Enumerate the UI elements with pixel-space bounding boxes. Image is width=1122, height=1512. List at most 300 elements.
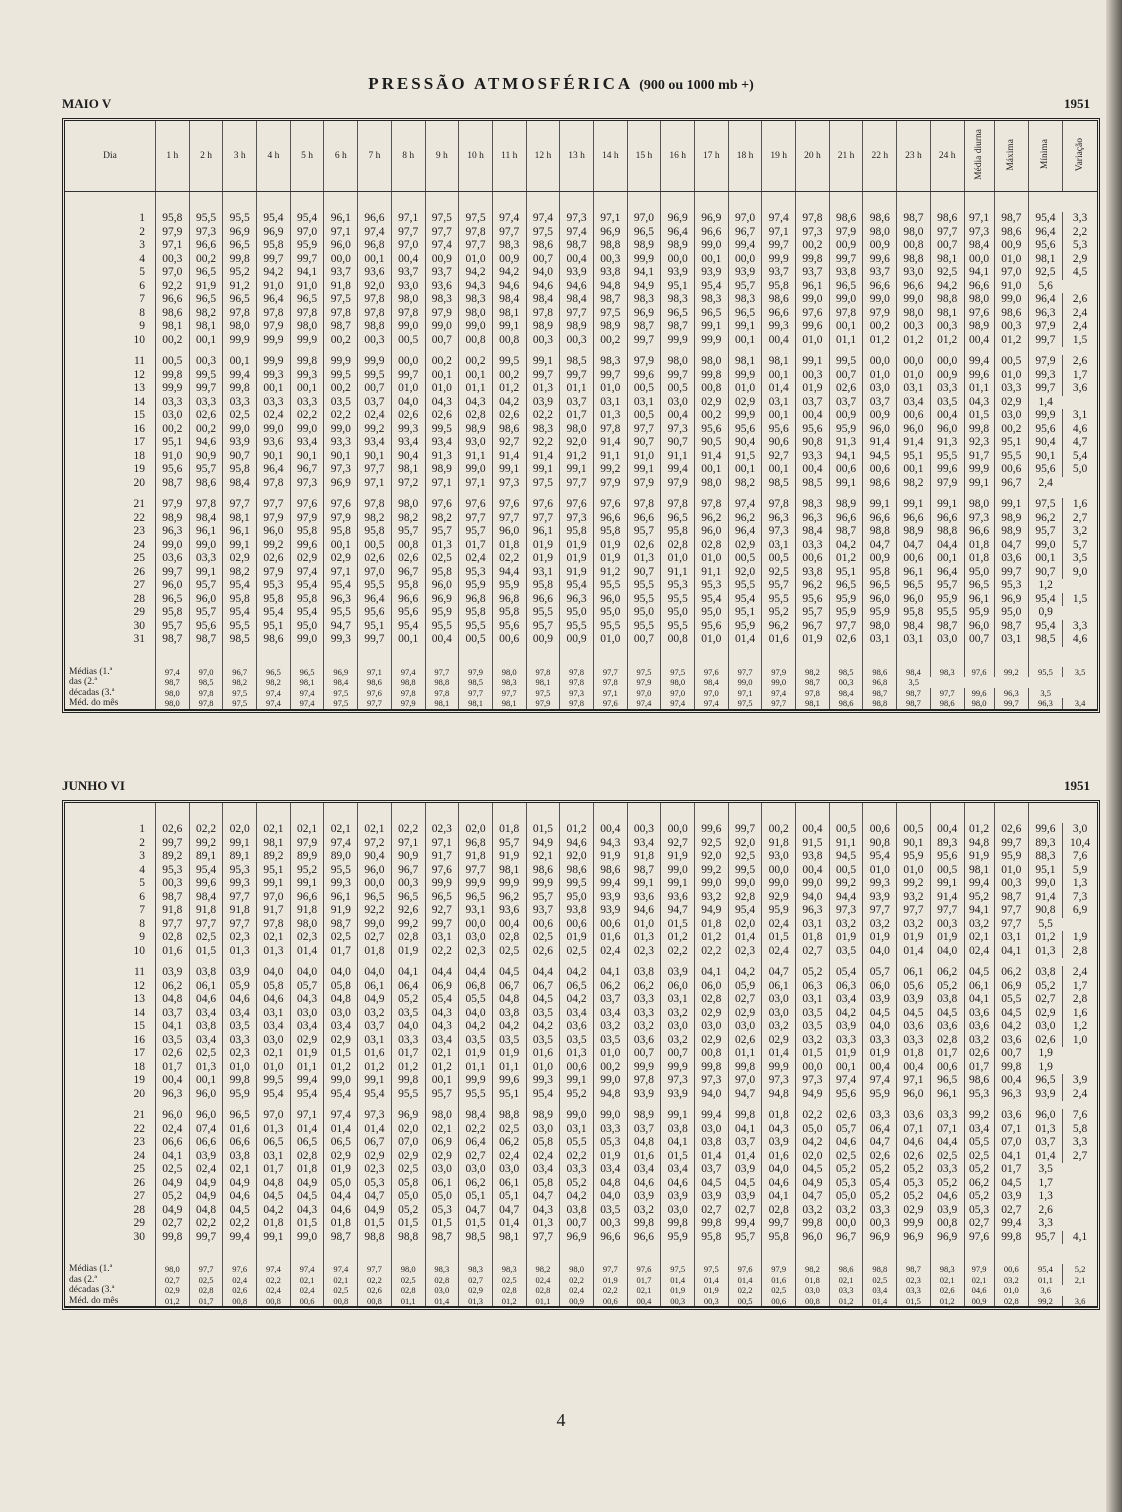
day-number: 10 [133, 333, 146, 346]
value-cell: 01,8 [964, 539, 994, 553]
value-cell: 04,1 [593, 966, 627, 980]
spacer-cell [459, 958, 493, 966]
value-cell: 92,3 [964, 436, 994, 450]
value-cell: 02,1 [829, 1275, 863, 1286]
value-cell: 04,1 [156, 1020, 190, 1034]
value-cell: 03,6 [560, 1020, 594, 1034]
day-number: 13 [133, 382, 146, 394]
value-cell: 97,6 [695, 667, 729, 678]
value-cell: 95,8 [257, 239, 291, 253]
spacer-cell [796, 647, 830, 667]
value-cell: 99,0 [728, 877, 762, 891]
value-cell: 04,0 [863, 945, 897, 959]
value-cell: 02,2 [257, 1275, 291, 1286]
value-cell: 98,6 [156, 307, 190, 321]
value-cell: 00,4 [964, 334, 994, 348]
day-number: 28 [133, 1203, 146, 1216]
value-cell: 96,1 [189, 525, 223, 539]
value-cell: 92,0 [560, 436, 594, 450]
value-cell: 01,9 [695, 1285, 729, 1296]
value-cell: 95,7 [526, 620, 560, 634]
value-cell: 95,4 [695, 280, 729, 294]
value-cell: 04,2 [560, 966, 594, 980]
value-cell: 2,4 [1063, 1088, 1097, 1102]
spacer-cell [223, 347, 257, 355]
value-cell: 01,6 [762, 633, 796, 647]
value-cell: 96,1 [964, 593, 994, 607]
value-cell: 98,6 [930, 212, 964, 226]
value-cell: 91,0 [156, 450, 190, 464]
value-cell: 96,9 [391, 1109, 425, 1123]
value-cell: 99,5 [257, 1074, 291, 1088]
value-cell: 96,5 [964, 579, 994, 593]
value-cell: 00,0 [459, 918, 493, 932]
spacer-cell [695, 803, 729, 823]
value-cell: 97,2 [358, 837, 392, 851]
value-cell: 97,3 [560, 688, 594, 699]
spacer-cell [391, 1101, 425, 1109]
value-cell: 01,6 [223, 1123, 257, 1137]
value-cell: 91,1 [459, 450, 493, 464]
value-cell: 02,5 [964, 1150, 994, 1164]
value-cell: 01,9 [391, 945, 425, 959]
value-cell: 97,3 [762, 1074, 796, 1088]
value-cell: 02,4 [156, 1123, 190, 1137]
value-cell: 04,1 [695, 966, 729, 980]
value-cell: 99,8 [728, 1109, 762, 1123]
value-cell: 06,5 [290, 1136, 324, 1150]
value-cell: 96,3 [994, 1088, 1028, 1102]
value-cell: 95,9 [425, 606, 459, 620]
spacer-cell [65, 803, 156, 823]
value-cell: 02,9 [156, 1285, 190, 1296]
value-cell: 98,2 [257, 677, 291, 688]
day-number: 26 [133, 1176, 146, 1189]
value-cell: 00,6 [593, 918, 627, 932]
value-cell: 96,5 [290, 293, 324, 307]
spacer-cell [358, 958, 392, 966]
value-cell: 02,6 [391, 552, 425, 566]
value-cell: 97,7 [358, 698, 392, 709]
value-cell: 01,6 [762, 1150, 796, 1164]
value-cell: 05,4 [829, 966, 863, 980]
value-cell: 97,7 [358, 463, 392, 477]
value-cell: 01,9 [829, 931, 863, 945]
spacer-cell [156, 1101, 190, 1109]
value-cell: 97,4 [762, 688, 796, 699]
value-cell: 03,2 [593, 1020, 627, 1034]
value-cell: 98,0 [863, 620, 897, 634]
value-cell: 99,7 [526, 369, 560, 383]
value-cell: 95,8 [324, 525, 358, 539]
spacer-cell [223, 1244, 257, 1264]
value-cell: 99,6 [1028, 823, 1062, 837]
value-cell: 00,7 [358, 382, 392, 396]
value-cell: 92,8 [728, 891, 762, 905]
value-cell: 96,3 [324, 593, 358, 607]
value-cell: 04,8 [593, 1177, 627, 1191]
value-cell: 94,1 [964, 904, 994, 918]
value-cell: 95,6 [829, 1088, 863, 1102]
value-cell: 98,0 [492, 667, 526, 678]
column-header: 23 h [897, 121, 931, 192]
day-number: 13 [133, 993, 146, 1005]
day-number: 23 [133, 525, 146, 537]
value-cell: 03,1 [627, 396, 661, 410]
value-cell: 04,9 [156, 1204, 190, 1218]
value-cell: 96,7 [796, 620, 830, 634]
value-cell: 00,5 [829, 823, 863, 837]
value-cell: 98,6 [829, 212, 863, 226]
value-cell: 97,5 [324, 698, 358, 709]
value-cell: 97,0 [391, 239, 425, 253]
value-cell: 06,1 [492, 1177, 526, 1191]
value-cell: 04,6 [829, 1136, 863, 1150]
value-cell: 99,2 [897, 877, 931, 891]
value-cell: 98,0 [391, 293, 425, 307]
value-cell: 95,3 [661, 579, 695, 593]
value-cell: 98,0 [156, 688, 190, 699]
column-header: 5 h [290, 121, 324, 192]
spacer-cell [661, 490, 695, 498]
value-cell: 04,5 [526, 993, 560, 1007]
mean-label: Médias (1.ª [69, 666, 113, 677]
value-cell: 99,8 [796, 253, 830, 267]
value-cell: 02,9 [358, 1150, 392, 1164]
value-cell: 99,4 [994, 1217, 1028, 1231]
value-cell: 97,7 [425, 226, 459, 240]
value-cell: 98,6 [863, 477, 897, 491]
value-cell: 95,8 [695, 1231, 729, 1245]
value-cell: 96,5 [728, 307, 762, 321]
value-cell: 99,9 [459, 1074, 493, 1088]
value-cell: 91,9 [964, 850, 994, 864]
column-header-text: Máxima [1006, 138, 1017, 171]
value-cell: 91,4 [492, 450, 526, 464]
value-cell: 99,9 [257, 355, 291, 369]
value-cell: 97,3 [324, 463, 358, 477]
day-number: 25 [133, 552, 146, 564]
value-cell: 99,8 [964, 423, 994, 437]
day-number: 19 [133, 463, 146, 475]
value-cell: 97,4 [627, 698, 661, 709]
spacer-cell [796, 1244, 830, 1264]
value-cell: 00,1 [189, 334, 223, 348]
value-cell: 3,1 [1063, 409, 1097, 423]
value-cell: 98,1 [492, 307, 526, 321]
value-cell: 00,1 [829, 320, 863, 334]
value-cell: 90,1 [324, 450, 358, 464]
day-number: 9 [139, 931, 146, 943]
value-cell: 02,9 [290, 552, 324, 566]
spacer-cell [1028, 1101, 1062, 1109]
value-cell: 01,9 [796, 382, 830, 396]
value-cell: 99,8 [627, 1217, 661, 1231]
value-cell: 03,4 [593, 1163, 627, 1177]
value-cell: 03,2 [897, 918, 931, 932]
value-cell: 98,4 [324, 677, 358, 688]
value-cell: 99,0 [459, 463, 493, 477]
value-cell: 02,3 [728, 945, 762, 959]
value-cell: 01,3 [223, 945, 257, 959]
value-cell: 97,1 [728, 688, 762, 699]
value-cell: 93,9 [593, 904, 627, 918]
value-cell: 00,3 [391, 877, 425, 891]
value-cell: 98,2 [526, 1264, 560, 1275]
day-row [65, 450, 1097, 464]
value-cell: 00,2 [492, 369, 526, 383]
value-cell: 05,8 [257, 980, 291, 994]
value-cell: 02,9 [324, 1034, 358, 1048]
value-cell: 97,7 [526, 1231, 560, 1245]
value-cell: 04,1 [762, 1190, 796, 1204]
value-cell: 98,1 [257, 837, 291, 851]
value-cell: 97,8 [425, 688, 459, 699]
value-cell: 00,1 [223, 355, 257, 369]
value-cell: 97,7 [189, 1264, 223, 1275]
value-cell: 98,3 [459, 1264, 493, 1275]
value-cell: 01,0 [593, 1047, 627, 1061]
day-number: 2 [139, 225, 146, 238]
value-cell: 02,6 [257, 552, 291, 566]
value-cell: 95,8 [156, 212, 190, 226]
value-cell: 99,7 [156, 837, 190, 851]
column-header: 11 h [492, 121, 526, 192]
value-cell: 01,9 [593, 1150, 627, 1164]
value-cell: 99,8 [661, 1217, 695, 1231]
value-cell: 02,5 [189, 1275, 223, 1286]
value-cell: 02,9 [728, 396, 762, 410]
value-cell: 94,8 [964, 837, 994, 851]
value-cell: 01,3 [627, 552, 661, 566]
spacer-cell [728, 1101, 762, 1109]
value-cell: 97,6 [324, 498, 358, 512]
value-cell: 99,0 [728, 677, 762, 688]
value-cell: 00,0 [391, 355, 425, 369]
value-cell: 2,6 [1063, 293, 1097, 307]
value-cell: 91,5 [796, 837, 830, 851]
value-cell: 94,6 [560, 280, 594, 294]
day-number: 11 [133, 966, 146, 978]
value-cell: 95,0 [964, 566, 994, 580]
day-row [65, 877, 1097, 891]
value-cell: 00,7 [964, 633, 994, 647]
value-cell: 00,7 [425, 334, 459, 348]
spacer-cell [459, 1101, 493, 1109]
value-cell: 03,3 [223, 396, 257, 410]
value-cell: 99,1 [526, 355, 560, 369]
value-cell: 02,4 [189, 1163, 223, 1177]
spacer-cell [257, 347, 291, 355]
value-cell: 05,7 [829, 1123, 863, 1137]
value-cell: 95,6 [930, 850, 964, 864]
value-cell: 04,2 [492, 1020, 526, 1034]
spacer-cell [695, 192, 729, 213]
day-row [65, 423, 1097, 437]
value-cell: 02,2 [391, 823, 425, 837]
value-cell: 00,2 [189, 253, 223, 267]
value-cell: 00,7 [627, 1047, 661, 1061]
value-cell: 98,5 [189, 677, 223, 688]
value-cell: 00,2 [863, 320, 897, 334]
value-cell: 94,2 [257, 266, 291, 280]
day-number: 11 [133, 355, 146, 367]
value-cell: 3,3 [1063, 1136, 1097, 1150]
value-cell: 02,3 [425, 823, 459, 837]
value-cell: 97,5 [324, 688, 358, 699]
value-cell: 95,8 [593, 525, 627, 539]
day-number: 7 [139, 904, 146, 916]
value-cell: 06,9 [425, 1136, 459, 1150]
value-cell: 94,1 [290, 266, 324, 280]
value-cell: 95,7 [796, 606, 830, 620]
value-cell: 96,8 [459, 593, 493, 607]
value-cell: 96,5 [257, 667, 291, 678]
spacer-cell [391, 490, 425, 498]
value-cell: 01,8 [695, 918, 729, 932]
value-cell: 03,3 [257, 396, 291, 410]
value-cell: 91,4 [526, 450, 560, 464]
value-cell: 95,6 [156, 463, 190, 477]
value-cell: 02,1 [324, 823, 358, 837]
value-cell: 04,5 [964, 966, 994, 980]
value-cell: 98,6 [930, 698, 964, 709]
spacer-cell [526, 1101, 560, 1109]
value-cell: 95,5 [358, 579, 392, 593]
value-cell: 97,7 [189, 918, 223, 932]
value-cell: 01,4 [695, 1150, 729, 1164]
value-cell: 96,5 [223, 239, 257, 253]
value-cell: 95,4 [1028, 1264, 1062, 1275]
value-cell: 00,3 [593, 1217, 627, 1231]
value-cell: 05,3 [593, 1136, 627, 1150]
value-cell: 05,2 [863, 1163, 897, 1177]
value-cell: 98,9 [425, 463, 459, 477]
value-cell: 99,9 [964, 463, 994, 477]
value-cell: 95,9 [829, 423, 863, 437]
value-cell: 03,1 [593, 396, 627, 410]
value-cell: 99,1 [526, 463, 560, 477]
value-cell: 04,1 [661, 1136, 695, 1150]
value-cell: 05,2 [796, 966, 830, 980]
value-cell: 01,0 [223, 1061, 257, 1075]
column-header: 2 h [189, 121, 223, 192]
value-cell: 04,8 [324, 993, 358, 1007]
value-cell: 04,0 [762, 1163, 796, 1177]
value-cell: 97,9 [627, 355, 661, 369]
value-cell: 98,2 [358, 512, 392, 526]
value-cell: 01,8 [358, 945, 392, 959]
value-cell: 98,7 [994, 212, 1028, 226]
spacer-cell [627, 803, 661, 823]
value-cell: 89,1 [223, 850, 257, 864]
value-cell: 00,6 [930, 1061, 964, 1075]
value-cell: 92,0 [695, 850, 729, 864]
value-cell: 03,3 [189, 552, 223, 566]
spacer-cell [492, 1101, 526, 1109]
spacer-cell [593, 803, 627, 823]
value-cell: 01,9 [593, 1275, 627, 1286]
day-row [65, 334, 1097, 348]
value-cell: 97,9 [1028, 355, 1062, 369]
spacer-cell [695, 958, 729, 966]
value-cell: 95,0 [290, 620, 324, 634]
value-cell: 99,1 [189, 566, 223, 580]
value-cell: 95,4 [290, 606, 324, 620]
value-cell: 00,3 [156, 253, 190, 267]
value-cell: 01,1 [1028, 1275, 1062, 1286]
value-cell: 98,2 [796, 667, 830, 678]
value-cell: 04,0 [863, 1020, 897, 1034]
value-cell: 97,6 [593, 498, 627, 512]
value-cell: 99,8 [391, 1074, 425, 1088]
value-cell: 04,9 [223, 1177, 257, 1191]
value-cell: 00,6 [560, 918, 594, 932]
value-cell: 97,5 [526, 477, 560, 491]
spacer-cell [964, 192, 994, 213]
value-cell: 93,8 [796, 850, 830, 864]
value-cell: 2,4 [1028, 477, 1062, 491]
value-cell: 00,0 [829, 1217, 863, 1231]
value-cell: 02,0 [391, 1123, 425, 1137]
value-cell: 98,8 [391, 677, 425, 688]
value-cell: 98,6 [964, 1074, 994, 1088]
value-cell: 03,5 [593, 1204, 627, 1218]
value-cell: 03,1 [358, 1034, 392, 1048]
value-cell: 04,1 [964, 993, 994, 1007]
value-cell: 00,3 [593, 253, 627, 267]
value-cell: 04,6 [964, 1285, 994, 1296]
value-cell: 02,7 [728, 1204, 762, 1218]
value-cell: 00,3 [994, 320, 1028, 334]
spacer-cell [459, 192, 493, 213]
value-cell: 95,5 [324, 864, 358, 878]
spacer-cell [324, 490, 358, 498]
value-cell: 07,1 [897, 1123, 931, 1137]
value-cell: 02,3 [223, 1047, 257, 1061]
value-cell: 95,6 [1028, 423, 1062, 437]
value-cell: 92,0 [358, 280, 392, 294]
value-cell: 02,1 [964, 1275, 994, 1286]
value-cell: 94,6 [526, 280, 560, 294]
column-header: 15 h [627, 121, 661, 192]
value-cell: 99,8 [695, 1217, 729, 1231]
value-cell: 03,0 [257, 1034, 291, 1048]
value-cell: 03,4 [257, 1020, 291, 1034]
column-header: 8 h [391, 121, 425, 192]
value-cell: 97,7 [492, 226, 526, 240]
value-cell: 99,1 [560, 1074, 594, 1088]
value-cell: 95,4 [1028, 620, 1062, 634]
value-cell: 96,4 [728, 525, 762, 539]
value-cell: 98,3 [661, 293, 695, 307]
spacer-cell [627, 958, 661, 966]
value-cell: 94,6 [560, 837, 594, 851]
value-cell: 02,2 [459, 1123, 493, 1137]
value-cell: 05,1 [492, 1190, 526, 1204]
value-cell: 97,1 [897, 1074, 931, 1088]
spacer-cell [560, 192, 594, 213]
value-cell: 02,4 [257, 409, 291, 423]
value-cell: 03,0 [695, 1020, 729, 1034]
day-row [65, 525, 1097, 539]
value-cell: 91,2 [560, 450, 594, 464]
value-cell: 00,4 [897, 1061, 931, 1075]
value-cell: 98,0 [560, 423, 594, 437]
value-cell: 99,7 [593, 369, 627, 383]
value-cell: 02,7 [156, 1217, 190, 1231]
value-cell: 02,9 [695, 396, 729, 410]
